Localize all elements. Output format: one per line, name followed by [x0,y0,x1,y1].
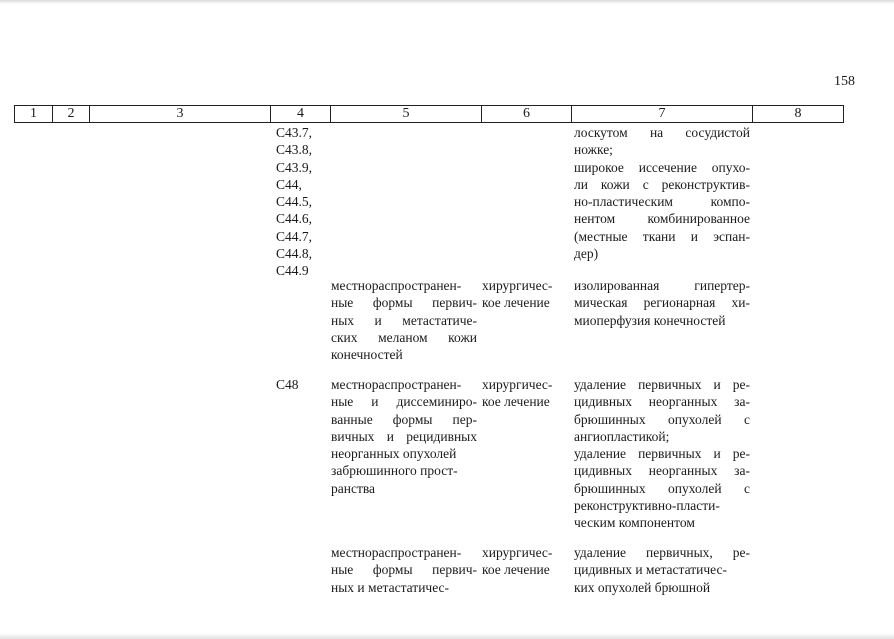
method-line: цидивных и метастатичес- [574,562,727,578]
model-line: ских меланом кожи [331,329,477,345]
method-line: ли кожи с реконструктив- [574,176,750,192]
column-header-1: 1 [15,106,53,122]
code-line: C43.8, [276,142,313,158]
column-header-8: 8 [794,106,802,121]
row-4-model [331,544,477,596]
row-1-method [574,124,750,262]
row-2-treatment [482,277,564,312]
method-line: брюшинных опухолей с [574,411,750,427]
model-line: вичных и рецидивных [331,428,477,444]
model-line: ных и метастатиче- [331,312,477,328]
code-line: C44.7, [276,228,313,244]
row-2-method [574,277,750,329]
method-line: ангиопластикой; [574,428,670,444]
treatment-line: хирургичес- [482,278,553,293]
model-line: конечностей [331,347,403,363]
method-line: изолированная гипертер- [574,278,750,293]
code-line: C44.9 [276,263,309,279]
method-line: дер) [574,246,599,262]
row-4-method [574,544,750,596]
model-line: ные формы первич- [331,562,477,578]
method-line: удаление первичных и ре- [574,377,750,392]
method-line: миоперфузия конечностей [574,312,726,328]
method-line: ческим компонентом [574,515,695,531]
row-1-codes [276,124,326,280]
treatment-line: хирургичес- [482,377,553,392]
column-header-6: 6 [482,106,572,122]
method-line: но-пластическим компо- [574,194,750,210]
method-line: (местные ткани и эспан- [574,228,750,244]
code-line: C44.8, [276,246,313,262]
method-line: ножке; [574,142,613,158]
row-4-treatment [482,544,564,579]
model-line: неорганных опухолей [331,446,457,462]
row-3-codes [276,376,326,393]
method-line: мическая регионарная хи- [574,295,750,311]
method-line: реконструктивно-пласти- [574,498,720,514]
code-line: C43.7, [276,125,313,140]
model-line: ные и диссеминиро- [331,394,477,410]
method-line: брюшинных опухолей с [574,480,750,496]
treatment-line: хирургичес- [482,545,553,560]
model-line: ванные формы пер- [331,411,477,427]
code-line: C44.5, [276,194,313,210]
model-line: местнораспространен- [331,278,462,293]
column-header-5: 5 [331,106,482,122]
code-line: C44.6, [276,211,313,227]
page-number: 158 [834,74,855,89]
model-line: забрюшинного прост- [331,463,458,479]
treatment-line: кое лечение [482,394,550,410]
row-2-model [331,277,477,363]
method-line: цидивных неорганных за- [574,394,750,410]
treatment-line: кое лечение [482,562,550,578]
row-3-model [331,376,477,497]
table-header-row [14,105,844,123]
code-line: C48 [276,377,299,392]
method-line: цидивных неорганных за- [574,463,750,479]
row-3-method [574,376,750,532]
model-line: местнораспространен- [331,545,462,560]
scan-edge-top [0,0,894,4]
scan-edge-bottom [0,633,894,639]
method-line: лоскутом на сосудистой [574,125,750,140]
method-line: широкое иссечение опухо- [574,159,750,175]
method-line: удаление первичных и ре- [574,446,750,462]
row-3-treatment [482,376,564,411]
method-line: ких опухолей брюшной [574,579,711,595]
model-line: местнораспространен- [331,377,462,392]
code-line: C43.9, [276,159,313,175]
treatment-line: кое лечение [482,295,550,311]
column-header-3: 3 [90,106,271,122]
column-header-4: 4 [271,106,331,122]
method-line: нентом комбинированное [574,211,750,227]
model-line: ные формы первич- [331,295,477,311]
method-line: удаление первичных, ре- [574,545,750,560]
column-header-2: 2 [53,106,90,122]
column-header-7: 7 [572,106,753,122]
model-line: ранства [331,480,376,496]
code-line: C44, [276,176,302,192]
model-line: ных и метастатичес- [331,579,450,595]
